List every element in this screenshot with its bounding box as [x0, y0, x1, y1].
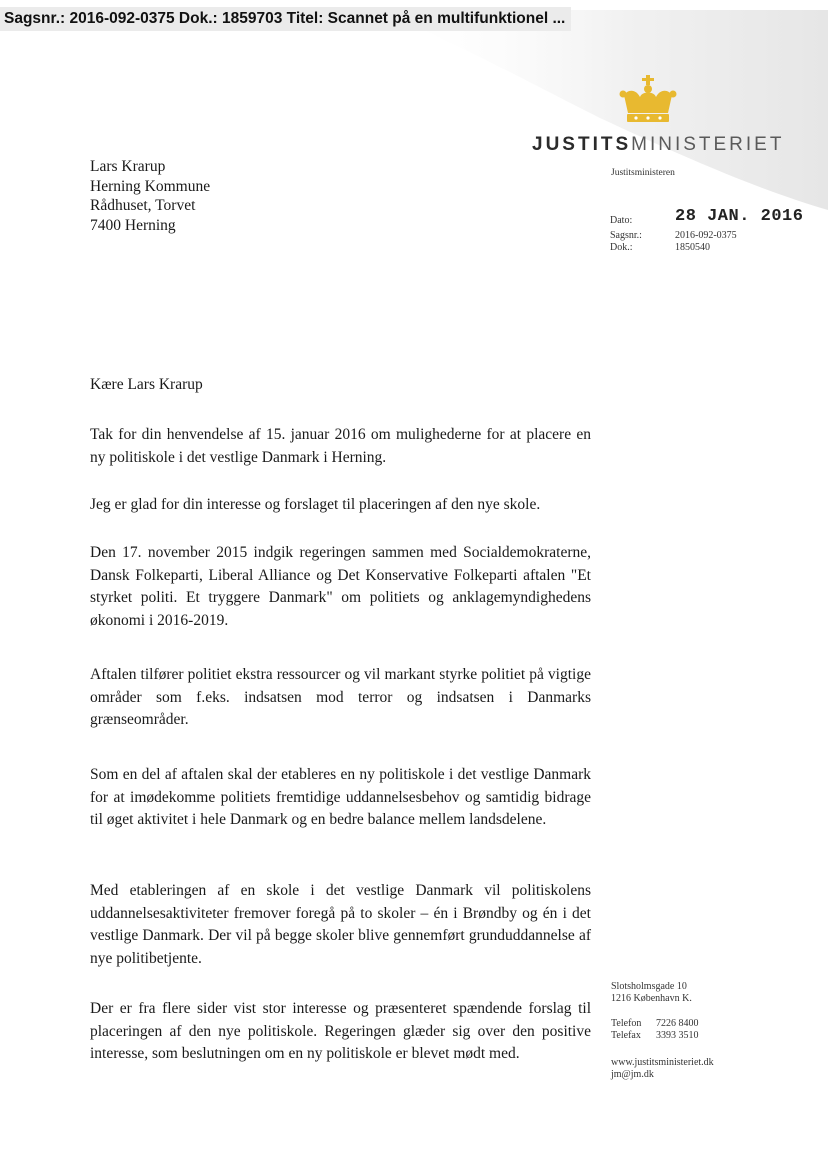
- letter-paragraph: Som en del af aftalen skal der etableres en ny politiskole i det vestlige Danmark for at imødekomme politiets fremtidige uddannelsesbehov og samtidig bidrage til øget aktivitet i hele Danmark og en bedre balance mellem landsdelene.: [90, 766, 591, 828]
- ministry-phone-block: [611, 1018, 699, 1042]
- date-row: [610, 207, 804, 230]
- dok-label: Dok.:: [610, 241, 633, 253]
- sagsnr-label: Sagsnr.:: [610, 230, 642, 241]
- logo-bold-part: JUSTITS: [532, 134, 632, 155]
- logo-light-part: MINISTERIET: [631, 134, 785, 155]
- document-header-bar: [0, 7, 571, 31]
- letter-paragraph: Der er fra flere sider vist stor interesse og præsenteret spændende forslag til placeringen af den nye politiskole. Regeringen glæder sig over den positive interesse, som beslutningen om en ny politiskole er blevet mødt med.: [90, 1000, 591, 1062]
- telefon-value: 7226 8400: [656, 1018, 699, 1029]
- letter-paragraph: Med etableringen af en skole i det vestlige Danmark vil politiskolens uddannelsesaktiviteter fremover foregå på to skoler – én i Brøndby og én i det vestlige Danmark. Der vil på begge skoler blive gennemført grunduddannelse af nye politibetjente.: [90, 882, 591, 967]
- recipient-line: Rådhuset, Torvet: [90, 197, 196, 214]
- telefon-label: Telefon: [611, 1018, 642, 1029]
- ministry-logo-text: [532, 134, 784, 156]
- sender-title: Justitsministeren: [611, 168, 675, 178]
- dok-row: [610, 242, 803, 254]
- letter-paragraph: Jeg er glad for din interesse og forslaget til placeringen af den nye skole.: [90, 496, 541, 513]
- recipient-address: [90, 157, 210, 235]
- ministry-street-address: [611, 981, 692, 1005]
- recipient-line: Lars Krarup: [90, 158, 166, 175]
- city-line: 1216 København K.: [611, 993, 692, 1004]
- letter-paragraph: Den 17. november 2015 indgik regeringen sammen med Socialdemokraterne, Dansk Folkeparti, Liberal Alliance og Det Konservative Folkeparti aftalen "Et styrket politi. Et tryggere Danmark" om politiets og anklagemyndighedens økonomi i 2016-2019.: [90, 544, 591, 629]
- website-link[interactable]: www.justitsministeriet.dk: [611, 1057, 714, 1068]
- telefon-row: [611, 1018, 699, 1030]
- recipient-line: 7400 Herning: [90, 216, 176, 234]
- telefax-row: [611, 1030, 699, 1042]
- letter-paragraph: Tak for din henvendelse af 15. januar 2016 om mulighederne for at placere en ny politiskole i det vestlige Danmark i Herning.: [90, 426, 591, 466]
- document-metadata: [610, 207, 804, 253]
- street-line: Slotsholmsgade 10: [611, 981, 687, 992]
- telefax-value: 3393 3510: [656, 1030, 699, 1041]
- recipient-line: Herning Kommune: [90, 177, 211, 195]
- sagsnr-row: [610, 230, 803, 242]
- crown-logo-icon: [618, 75, 678, 125]
- dok-value: 1850540: [675, 241, 710, 253]
- telefax-label: Telefax: [611, 1030, 641, 1041]
- header-bar-text: Sagsnr.: 2016-092-0375 Dok.: 1859703 Titel: Scannet på en multifunktionel ...: [4, 10, 566, 27]
- sagsnr-value: 2016-092-0375: [675, 230, 737, 241]
- letter-paragraph: Aftalen tilfører politiet ekstra ressourcer og vil markant styrke politiet på vigtige områder som f.eks. indsatsen mod terror og indsatsen i Danmarks grænseområder.: [90, 666, 591, 728]
- date-label: Dato:: [610, 215, 633, 226]
- salutation: Kære Lars Krarup: [90, 376, 203, 393]
- ministry-web-block: [611, 1057, 714, 1081]
- date-stamp: 28 JAN. 2016: [675, 207, 804, 226]
- email-link[interactable]: jm@jm.dk: [611, 1069, 654, 1080]
